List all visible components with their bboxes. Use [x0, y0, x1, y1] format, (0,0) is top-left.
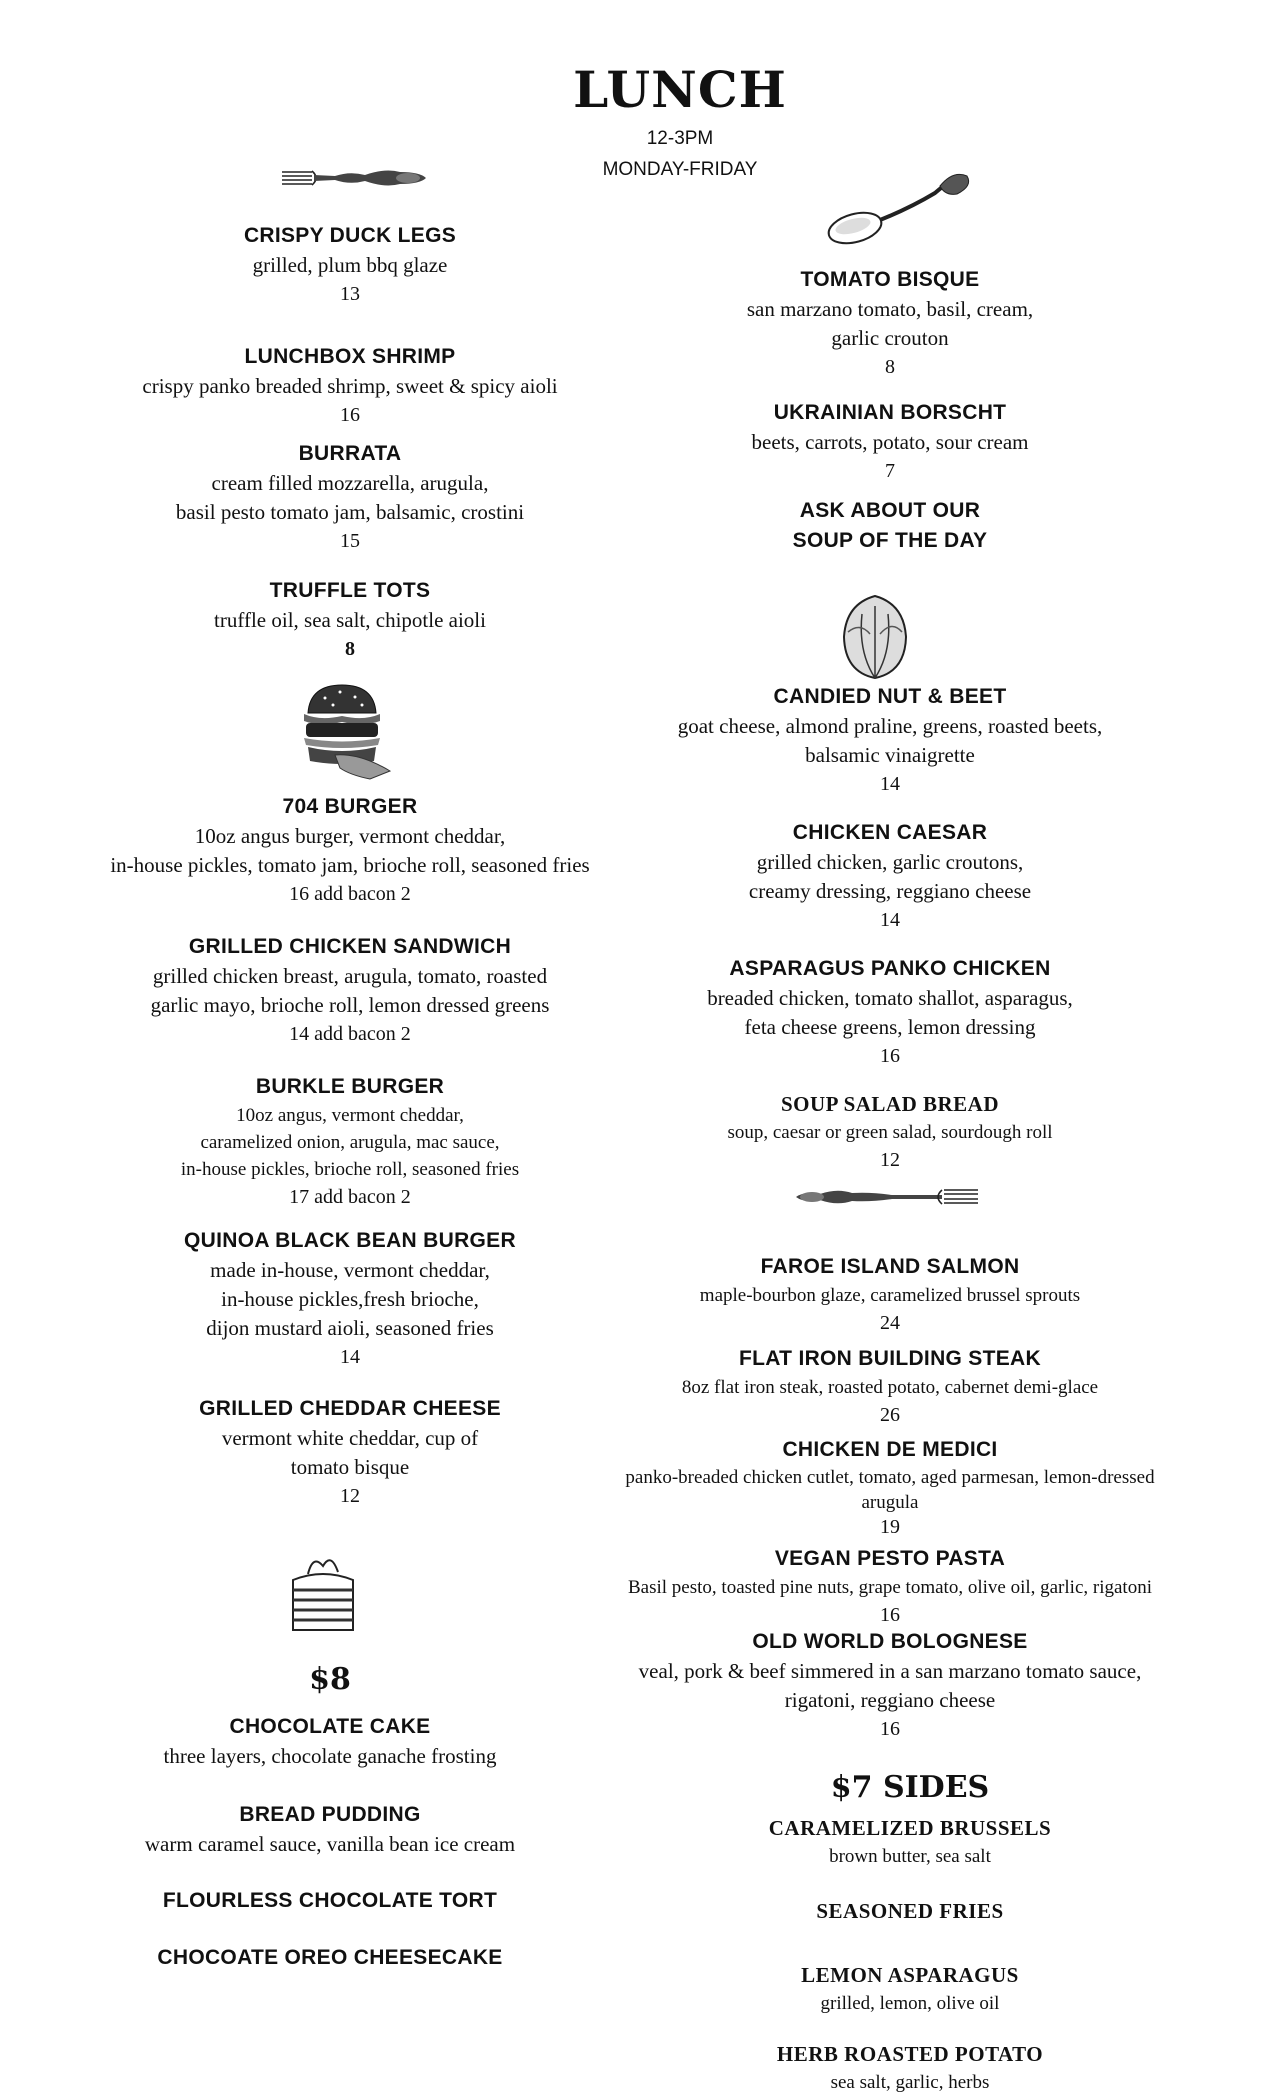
- cake-icon: [283, 1552, 363, 1634]
- item-description: grilled, lemon, olive oil: [820, 1993, 1000, 2014]
- burger-icon: [300, 683, 395, 783]
- item-description: feta cheese greens, lemon dressing: [744, 1015, 1036, 1039]
- item-description: vermont white cheddar, cup of: [221, 1426, 479, 1450]
- item-name: CHICKEN CAESAR: [792, 821, 988, 844]
- item-description: caramelized onion, arugula, mac sauce,: [200, 1132, 500, 1153]
- hours-days: MONDAY-FRIDAY: [602, 159, 758, 180]
- item-description: Basil pesto, toasted pine nuts, grape tomato, olive oil, garlic, rigatoni: [628, 1577, 1152, 1598]
- item-price: 14: [880, 773, 900, 795]
- item-name: OLD WORLD BOLOGNESE: [752, 1630, 1028, 1653]
- item-name: BURKLE BURGER: [255, 1075, 445, 1098]
- item-description: panko-breaded chicken cutlet, tomato, aged parmesan, lemon-dressed: [625, 1467, 1155, 1488]
- menu-item: [565, 265, 1215, 381]
- item-description: breaded chicken, tomato shallot, asparagus,: [707, 986, 1073, 1010]
- item-description: veal, pork & beef simmered in a san marzano tomato sauce,: [638, 1659, 1142, 1683]
- item-description: grilled chicken breast, arugula, tomato, roasted: [152, 964, 548, 988]
- item-name: FLAT IRON BUILDING STEAK: [739, 1347, 1041, 1370]
- item-name: LUNCHBOX SHRIMP: [244, 345, 456, 368]
- item-name: BURRATA: [298, 442, 402, 465]
- item-description: goat cheese, almond praline, greens, roasted beets,: [677, 714, 1103, 738]
- side-item: [605, 2039, 1215, 2096]
- item-price: 15: [340, 530, 360, 552]
- item-name: HERB ROASTED POTATO: [776, 2042, 1044, 2066]
- item-description: soup, caesar or green salad, sourdough roll: [727, 1122, 1053, 1143]
- item-name: CARAMELIZED BRUSSELS: [768, 1816, 1052, 1840]
- item-description: cream filled mozzarella, arugula,: [211, 471, 489, 495]
- item-name: FLOURLESS CHOCOLATE TORT: [162, 1889, 498, 1912]
- item-description: tomato bisque: [290, 1455, 410, 1479]
- item-description: brown butter, sea salt: [829, 1846, 991, 1867]
- item-price: 14: [880, 909, 900, 931]
- dessert-price-heading: $8: [309, 1662, 351, 1697]
- item-description: 10oz angus burger, vermont cheddar,: [194, 824, 506, 848]
- item-description: warm caramel sauce, vanilla bean ice cream: [144, 1832, 516, 1856]
- item-description: dijon mustard aioli, seasoned fries: [206, 1316, 494, 1340]
- item-name: ASPARAGUS PANKO CHICKEN: [729, 957, 1051, 980]
- item-description: crispy panko breaded shrimp, sweet & spicy aioli: [142, 374, 558, 398]
- item-price: 7: [885, 460, 895, 482]
- side-item: [605, 1960, 1215, 2017]
- dessert-item: [0, 1800, 660, 1859]
- item-name: CANDIED NUT & BEET: [773, 685, 1007, 708]
- item-description: creamy dressing, reggiano cheese: [748, 879, 1032, 903]
- item-description: maple-bourbon glaze, caramelized brussel sprouts: [699, 1285, 1081, 1306]
- item-description: 8oz flat iron steak, roasted potato, cabernet demi-glace: [681, 1377, 1099, 1398]
- item-name: VEGAN PESTO PASTA: [774, 1547, 1006, 1570]
- item-description: in-house pickles,fresh brioche,: [221, 1287, 479, 1311]
- item-name: CHOCOATE OREO CHEESECAKE: [157, 1946, 503, 1969]
- item-description: three layers, chocolate ganache frosting: [163, 1744, 497, 1768]
- item-description: grilled, plum bbq glaze: [252, 253, 448, 277]
- menu-item: [565, 1627, 1215, 1743]
- item-name: QUINOA BLACK BEAN BURGER: [184, 1229, 516, 1252]
- item-price: 12: [880, 1149, 900, 1171]
- item-description: 10oz angus, vermont cheddar,: [236, 1105, 464, 1126]
- dessert-item: [0, 1886, 660, 1916]
- item-description: sea salt, garlic, herbs: [830, 2072, 990, 2093]
- item-price: 13: [340, 283, 360, 305]
- item-name: GRILLED CHEDDAR CHEESE: [199, 1397, 501, 1420]
- item-price: 8: [885, 356, 895, 378]
- item-name: BREAD PUDDING: [239, 1803, 421, 1826]
- menu-item: [565, 1344, 1215, 1429]
- sides-heading: $7 SIDES: [830, 1770, 990, 1805]
- item-name: 704 BURGER: [282, 795, 418, 818]
- item-price: 14: [340, 1346, 360, 1368]
- menu-item: [565, 1089, 1215, 1174]
- item-name: CHICKEN DE MEDICI: [782, 1438, 998, 1461]
- item-name: TRUFFLE TOTS: [269, 579, 431, 602]
- item-description: truffle oil, sea salt, chipotle aioli: [214, 608, 486, 632]
- item-description: grilled chicken, garlic croutons,: [756, 850, 1024, 874]
- menu-item: [565, 1435, 1215, 1539]
- item-description: arugula: [861, 1492, 919, 1513]
- menu-item: [565, 954, 1215, 1070]
- item-name: ASK ABOUT OUR: [799, 499, 981, 522]
- item-description: rigatoni, reggiano cheese: [784, 1688, 996, 1712]
- item-price: 16: [880, 1045, 900, 1067]
- item-price: 16: [880, 1604, 900, 1626]
- soup-of-the-day-note: [565, 496, 1215, 556]
- hours-time: 12-3PM: [646, 128, 714, 149]
- dessert-item: [0, 1712, 660, 1771]
- item-price: 24: [880, 1312, 900, 1334]
- item-price: 12: [340, 1485, 360, 1507]
- item-price: 17 add bacon 2: [289, 1186, 411, 1208]
- item-description: beets, carrots, potato, sour cream: [751, 430, 1029, 454]
- menu-item: [565, 398, 1215, 485]
- menu-item: [565, 1544, 1215, 1629]
- item-price: 14 add bacon 2: [289, 1023, 411, 1045]
- item-name: UKRAINIAN BORSCHT: [773, 401, 1007, 424]
- item-description: in-house pickles, tomato jam, brioche roll, seasoned fries: [110, 853, 590, 877]
- dessert-item: [0, 1943, 660, 1973]
- item-description: made in-house, vermont cheddar,: [210, 1258, 490, 1282]
- item-description: garlic crouton: [831, 326, 949, 350]
- item-name: FAROE ISLAND SALMON: [760, 1255, 1020, 1278]
- item-name: SEASONED FRIES: [816, 1899, 1004, 1923]
- item-name: GRILLED CHICKEN SANDWICH: [188, 935, 512, 958]
- side-item: [605, 1896, 1215, 1926]
- item-price: 19: [880, 1516, 900, 1538]
- item-name: LEMON ASPARAGUS: [801, 1963, 1019, 1987]
- item-name: SOUP OF THE DAY: [792, 529, 988, 552]
- item-description: basil pesto tomato jam, balsamic, crostini: [175, 500, 525, 524]
- item-description: balsamic vinaigrette: [805, 743, 975, 767]
- item-price: 16: [880, 1718, 900, 1740]
- item-description: in-house pickles, brioche roll, seasoned fries: [180, 1159, 520, 1180]
- menu-item: [565, 818, 1215, 934]
- item-description: san marzano tomato, basil, cream,: [746, 297, 1034, 321]
- side-item: [605, 1813, 1215, 1870]
- item-price: 16 add bacon 2: [289, 883, 411, 905]
- item-name: CRISPY DUCK LEGS: [243, 224, 457, 247]
- item-price: 16: [340, 404, 360, 426]
- item-price: 26: [880, 1404, 900, 1426]
- item-name: SOUP SALAD BREAD: [780, 1092, 1000, 1116]
- item-name: TOMATO BISQUE: [800, 268, 980, 291]
- menu-title: LUNCH: [573, 60, 787, 119]
- item-price: 8: [345, 638, 355, 660]
- menu-item: [565, 682, 1215, 798]
- item-description: garlic mayo, brioche roll, lemon dressed greens: [150, 993, 550, 1017]
- menu-item: [565, 1252, 1215, 1337]
- right-column: [565, 0, 1215, 2100]
- item-name: CHOCOLATE CAKE: [229, 1715, 431, 1738]
